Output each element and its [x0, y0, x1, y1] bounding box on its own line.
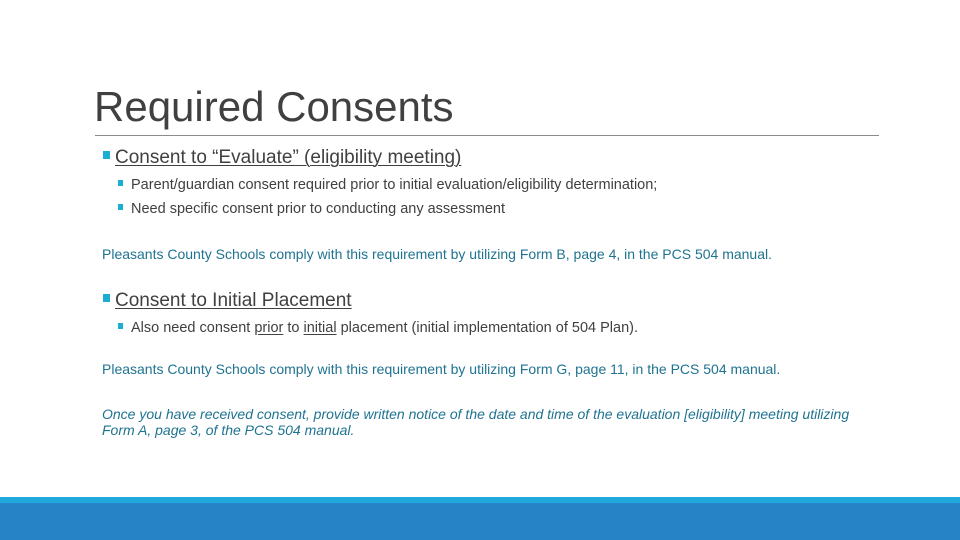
compliance-note-form-g: Pleasants County Schools comply with this requirement by utilizing Form G, page 11, in the PCS 504 manual. [102, 361, 781, 377]
emphasis-initial: initial [303, 320, 337, 336]
square-bullet-icon [118, 180, 123, 186]
list-item [118, 319, 638, 337]
list-item-text-part: Also need consent [131, 320, 255, 336]
section-heading-placement [103, 290, 352, 312]
square-bullet-icon [118, 204, 123, 210]
compliance-note-form-b: Pleasants County Schools comply with this requirement by utilizing Form B, page 4, in the PCS 504 manual. [102, 246, 772, 262]
list-item [118, 200, 505, 218]
closing-note-form-a: Once you have received consent, provide written notice of the date and time of the evaluation [eligibility] meeting utilizing Form A, page 3, of the PCS 504 manual. [102, 406, 850, 438]
emphasis-prior: prior [254, 320, 284, 336]
section-heading-evaluate [103, 147, 461, 169]
list-item-text: Need specific consent prior to conducting any assessment [131, 201, 505, 217]
square-bullet-icon [103, 151, 110, 159]
section-heading-text: Consent to Initial Placement [115, 290, 352, 311]
square-bullet-icon [118, 323, 123, 329]
slide-title: Required Consents [94, 83, 454, 130]
list-item-text: Parent/guardian consent required prior to initial evaluation/eligibility determination; [131, 177, 658, 193]
footer-band [0, 503, 960, 540]
list-item-text-part: to [283, 320, 304, 336]
section-heading-text: Consent to “Evaluate” (eligibility meeting) [115, 147, 462, 168]
square-bullet-icon [103, 294, 110, 302]
list-item-text-part: placement (initial implementation of 504 Plan). [336, 320, 638, 336]
list-item [118, 176, 657, 194]
title-divider [95, 135, 879, 136]
